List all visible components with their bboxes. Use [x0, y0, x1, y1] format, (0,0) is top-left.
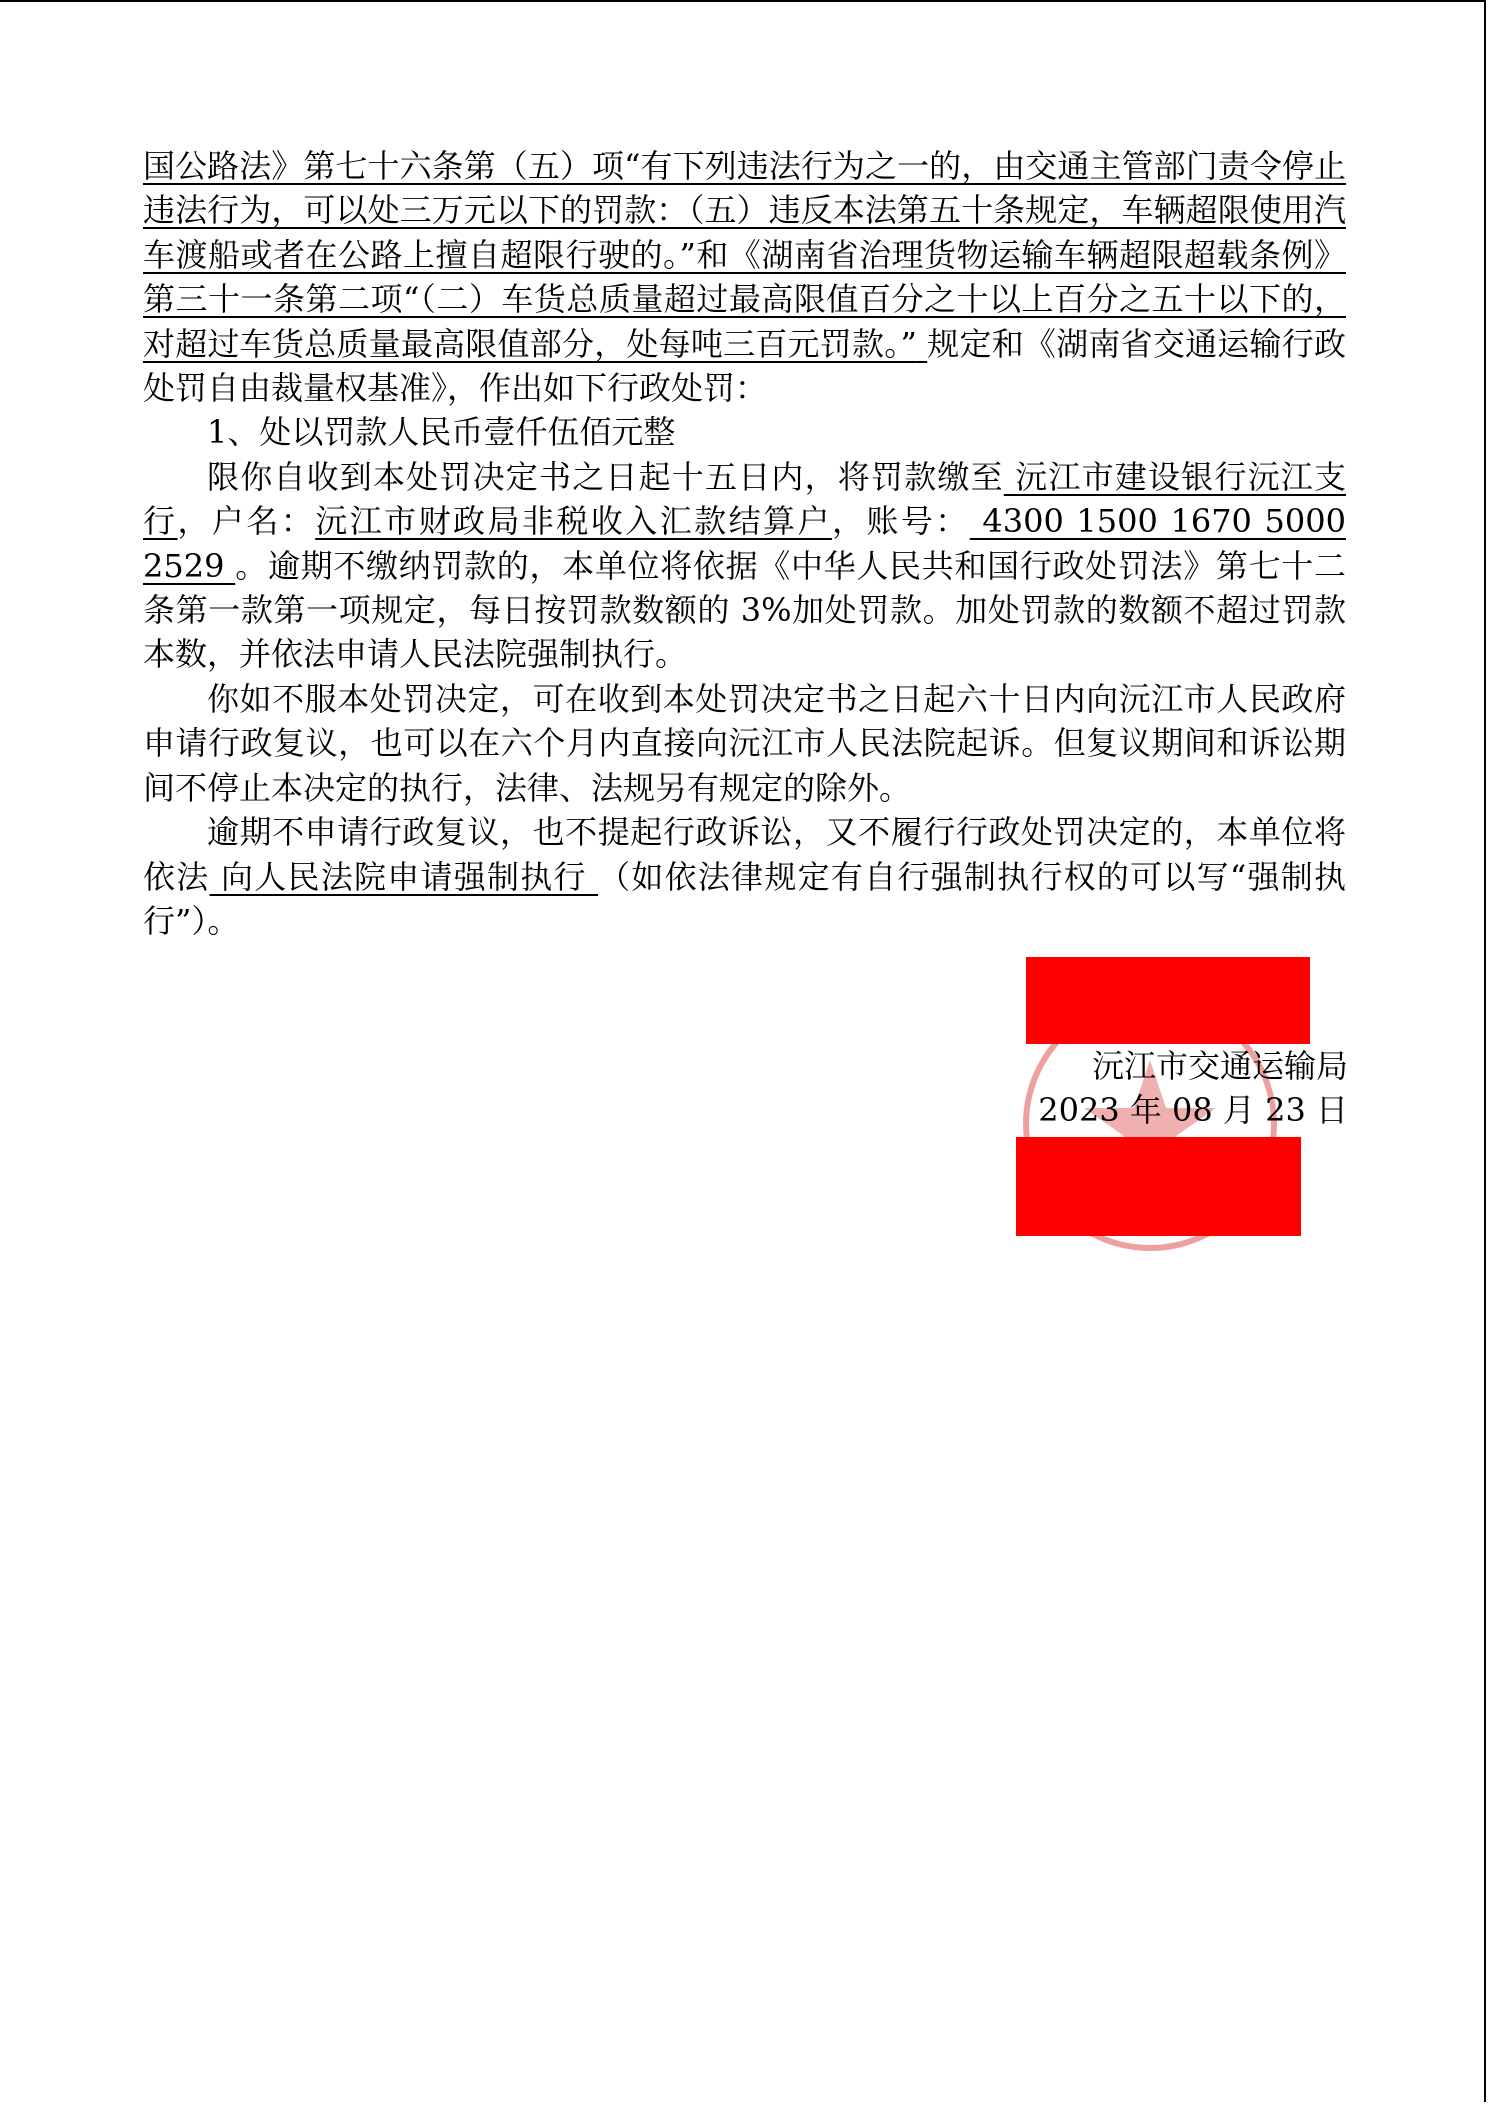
paragraph-enforcement [143, 810, 1346, 943]
underline-gap [917, 325, 927, 363]
payment-text-1: 限你自收到本处罚决定书之日起十五日内，将罚款缴至 [207, 457, 1004, 496]
document-body [143, 144, 1346, 943]
enforcement-text-2: （如依法律规定有自行强制执行权的可以写“强制执行”）。 [143, 857, 1346, 940]
account-name: 沅江市财政局非税收入汇款结算户 [315, 502, 832, 541]
quoted-law-text: 国公路法》第七十六条第（五）项“有下列违法行为之一的，由交通主管部门责令停止违法行为，可以处三万元以下的罚款：（五）违反本法第五十条规定，车辆超限使用汽车渡船或者在公路上擅自超限行驶的。”和《湖南省治理货物运输车辆超限超载条例》第三十一条第二项“（二）车货总质量超过最高限值百分之十以上百分之五十以下的，对超过车货总质量最高限值部分，处每吨三百元罚款。” [143, 147, 1346, 363]
payment-text-3: ，账号： [831, 502, 970, 541]
redaction-block-bottom [1016, 1137, 1301, 1236]
payment-text-2: ，户名： [177, 502, 316, 541]
paragraph-penalty: 1、处以罚款人民币壹仟伍佰元整 [207, 413, 676, 452]
issue-date: 2023 年 08 月 23 日 [1038, 1091, 1348, 1129]
signature-block [948, 1044, 1348, 1132]
account-number: 4300 1500 1670 5000 2529 [143, 502, 1346, 585]
enforcement-action: 向人民法院申请强制执行 [209, 857, 599, 896]
paragraph-payment [143, 455, 1346, 677]
bank-name: 沅江市建设银行沅江支行 [143, 457, 1346, 541]
paragraph-appeal: 你如不服本处罚决定，可在收到本处罚决定书之日起六十日内向沅江市人民政府申请行政复议，也可以在六个月内直接向沅江市人民法院起诉。但复议期间和诉讼期间不停止本决定的执行，法律、法规另有规定的除外。 [143, 679, 1346, 807]
payment-text-4: 。逾期不缴纳罚款的，本单位将依据《中华人民共和国行政处罚法》第七十二条第一款第一项规定，每日按罚款数额的 3%加处罚款。加处罚款的数额不超过罚款本数，并依法申请人民法院强制执行。 [143, 546, 1346, 674]
enforcement-text-1: 逾期不申请行政复议，也不提起行政诉讼，又不履行行政处罚决定的，本单位将依法 [143, 813, 1346, 896]
redaction-block-top [1026, 957, 1310, 1044]
issuing-organization: 沅江市交通运输局 [1091, 1047, 1348, 1085]
penalty-basis-text: 规定和《湖南省交通运输行政处罚自由裁量权基准》，作出如下行政处罚： [143, 324, 1346, 408]
paragraph-legal-basis [143, 144, 1346, 410]
